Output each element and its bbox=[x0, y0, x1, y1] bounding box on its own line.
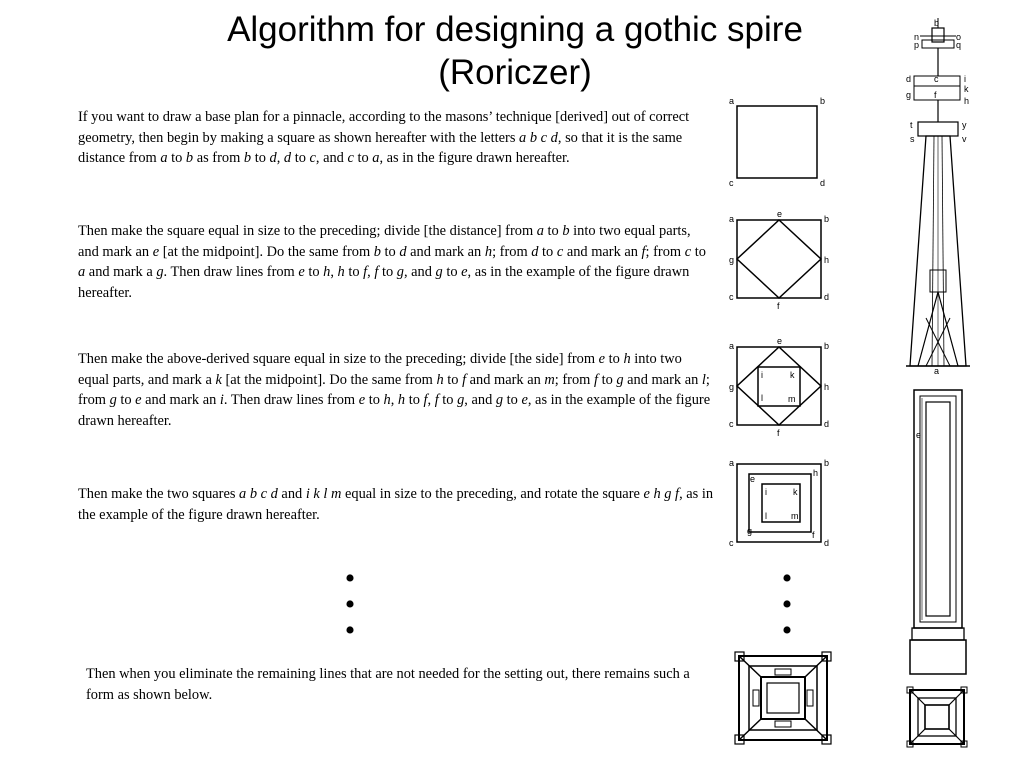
label-e: e bbox=[777, 336, 783, 346]
ellipsis-dots-figure bbox=[777, 562, 797, 647]
text-run: to bbox=[251, 150, 270, 166]
label-h: h bbox=[824, 382, 830, 392]
italic-letter: h bbox=[484, 243, 493, 260]
text-run: , bbox=[427, 392, 435, 408]
italic-letter: d bbox=[283, 150, 292, 166]
spire-elevation-drawing bbox=[896, 18, 980, 758]
italic-letter: a bbox=[372, 150, 380, 166]
italic-letter: i bbox=[219, 392, 224, 408]
italic-letter: g bbox=[109, 392, 117, 408]
label-k: k bbox=[793, 487, 798, 497]
text-run: to bbox=[304, 264, 324, 280]
text-run: to bbox=[443, 371, 463, 388]
label-l: l bbox=[761, 393, 763, 403]
paragraph-step-5 bbox=[86, 664, 716, 705]
label-e: e bbox=[777, 209, 783, 219]
italic-letter: e bbox=[358, 392, 366, 408]
spire-label-i: i bbox=[964, 74, 966, 84]
text-run: [at the midpoint]. Do the same from bbox=[221, 371, 437, 388]
label-l: l bbox=[765, 511, 767, 521]
text-run: , bbox=[330, 264, 338, 280]
italic-letter: g bbox=[616, 371, 624, 388]
dot: • bbox=[344, 562, 356, 595]
spire-label-y: y bbox=[962, 120, 967, 130]
label-m: m bbox=[791, 511, 799, 521]
spire-label-c: c bbox=[934, 74, 939, 84]
italic-letter: e bbox=[521, 392, 528, 408]
diamond-ehfg bbox=[737, 347, 821, 425]
spire-label-f: f bbox=[934, 90, 937, 100]
text-run: as from bbox=[193, 150, 244, 166]
text-run: to bbox=[378, 264, 397, 280]
italic-letter: d bbox=[531, 243, 539, 260]
label-d: d bbox=[824, 419, 830, 429]
paragraph-step-2 bbox=[78, 221, 714, 303]
spire-label-e: e bbox=[916, 430, 922, 440]
italic-letter: c bbox=[309, 150, 316, 166]
text-run: to bbox=[291, 150, 310, 166]
italic-letter: b bbox=[373, 243, 381, 260]
label-b: b bbox=[820, 96, 826, 106]
italic-letter: c bbox=[540, 129, 548, 146]
italic-letter: i k l m bbox=[305, 486, 342, 502]
text-run: to bbox=[605, 351, 624, 367]
italic-letter: f bbox=[423, 392, 428, 408]
paragraph-step-1 bbox=[78, 107, 714, 169]
square-ehgf bbox=[749, 474, 811, 532]
paragraph-step-4 bbox=[78, 484, 714, 525]
label-i: i bbox=[761, 370, 763, 380]
text-run: to bbox=[344, 264, 364, 280]
label-a: a bbox=[729, 96, 735, 106]
text-run: Then make the two squares bbox=[78, 486, 240, 502]
italic-letter: b bbox=[562, 223, 570, 239]
italic-letter: b bbox=[243, 150, 252, 166]
text-run: to bbox=[503, 392, 522, 408]
text-run: to bbox=[442, 264, 462, 280]
text-run: Then make the square equal in size to the preceding; divide [the distance] from bbox=[78, 223, 537, 239]
italic-letter: f bbox=[363, 264, 368, 280]
italic-letter: g bbox=[156, 264, 164, 280]
label-a: a bbox=[729, 341, 735, 351]
text-run: If you want to draw a base plan for a pinnacle, according to the masons’ technique [derived] out of correct geometry, then begin by making a square as shown hereafter with the letters bbox=[78, 109, 690, 146]
text-run: and mark an bbox=[623, 371, 702, 388]
dot: • bbox=[344, 588, 356, 621]
text-run: , bbox=[367, 264, 375, 280]
text-run: , and bbox=[464, 392, 496, 408]
label-m: m bbox=[788, 394, 796, 404]
text-run: to bbox=[438, 392, 458, 408]
label-d: d bbox=[824, 538, 830, 548]
text-run: to bbox=[538, 243, 557, 260]
spire-label-a: a bbox=[934, 366, 940, 376]
text-run: . Then draw lines from bbox=[163, 264, 299, 280]
text-run: . Then draw lines from bbox=[223, 392, 359, 408]
square-abcd bbox=[737, 220, 821, 298]
text-run: , and bbox=[403, 264, 436, 280]
italic-letter: e bbox=[152, 243, 160, 260]
label-a: a bbox=[729, 458, 735, 468]
text-run: Then when you eliminate the remaining lines that are not needed for the setting out, there remains such a form as shown below. bbox=[86, 666, 690, 703]
figure-square-diamond-inner bbox=[725, 335, 835, 440]
italic-letter: h bbox=[383, 392, 391, 408]
text-run: equal in size to the preceding, and rotate the square bbox=[341, 486, 644, 502]
italic-letter: l bbox=[701, 371, 706, 388]
figure-final-plan bbox=[733, 650, 833, 746]
text-run: , and bbox=[315, 150, 348, 166]
label-b: b bbox=[824, 458, 830, 468]
text-run: to bbox=[365, 392, 384, 408]
italic-letter: a bbox=[536, 223, 544, 239]
text-run: into two equal parts, and mark an bbox=[78, 223, 691, 260]
text-run: and mark an bbox=[466, 371, 545, 388]
spire-label-g: g bbox=[906, 90, 912, 100]
spire-label-o: o bbox=[956, 32, 962, 42]
italic-letter: d bbox=[269, 150, 277, 166]
text-run: ; from bbox=[645, 243, 685, 260]
spire-label-p: p bbox=[914, 40, 920, 50]
label-d: d bbox=[820, 178, 826, 188]
spire-label-n: n bbox=[914, 32, 920, 42]
dot: • bbox=[344, 614, 356, 647]
text-run: and mark an bbox=[563, 243, 642, 260]
text-run: , as in the example of the figure drawn hereafter. bbox=[78, 392, 711, 429]
label-f: f bbox=[777, 301, 780, 311]
label-k: k bbox=[790, 370, 795, 380]
spire-label-h: h bbox=[964, 96, 970, 106]
label-f: f bbox=[812, 530, 815, 540]
figure-nested-squares bbox=[725, 452, 835, 552]
dot: • bbox=[781, 614, 793, 647]
figure-square-diamond bbox=[725, 208, 835, 313]
text-run: ; from bbox=[78, 371, 710, 408]
italic-letter: e bbox=[598, 351, 606, 367]
italic-letter: e bbox=[298, 264, 305, 280]
text-run: and mark an bbox=[141, 392, 220, 408]
italic-letter: c bbox=[347, 150, 354, 166]
italic-letter: g bbox=[457, 392, 465, 408]
italic-letter: h bbox=[623, 351, 631, 367]
text-run: Then make the above-derived square equal in size to the preceding; divide [the side] from bbox=[78, 351, 599, 367]
italic-letter: a bbox=[160, 150, 168, 166]
paragraph-step-3 bbox=[78, 349, 714, 431]
label-f: f bbox=[777, 428, 780, 438]
spire-label-k: k bbox=[964, 84, 969, 94]
italic-letter: h bbox=[337, 264, 345, 280]
italic-letter: c bbox=[684, 243, 692, 260]
label-c: c bbox=[729, 538, 734, 548]
text-run: , bbox=[390, 392, 398, 408]
text-run: [at the midpoint]. Do the same from bbox=[159, 243, 374, 260]
label-h: h bbox=[824, 255, 830, 265]
label-g: g bbox=[729, 382, 735, 392]
label-e: e bbox=[750, 474, 756, 484]
text-run: to bbox=[167, 150, 186, 166]
spire-label-t: t bbox=[910, 120, 913, 130]
text-run: and mark a bbox=[85, 264, 157, 280]
italic-letter: h bbox=[323, 264, 331, 280]
label-c: c bbox=[729, 178, 734, 188]
label-b: b bbox=[824, 341, 830, 351]
ellipsis-dots-text bbox=[340, 562, 360, 647]
italic-letter: m bbox=[544, 371, 555, 388]
square-abcd bbox=[737, 106, 817, 178]
label-b: b bbox=[824, 214, 830, 224]
italic-letter: f bbox=[593, 371, 598, 388]
italic-letter: e h g f bbox=[643, 486, 680, 502]
text-run: to bbox=[380, 243, 400, 260]
italic-letter: d bbox=[399, 243, 407, 260]
text-run: , bbox=[276, 150, 284, 166]
spire-label-d: d bbox=[906, 74, 912, 84]
spire-label-b: b bbox=[934, 18, 940, 28]
label-g: g bbox=[729, 255, 735, 265]
italic-letter: h bbox=[397, 392, 406, 408]
text-run: to bbox=[691, 243, 706, 260]
spire-label-v: v bbox=[962, 134, 967, 144]
italic-letter: d bbox=[550, 129, 558, 146]
italic-letter: f bbox=[641, 243, 646, 260]
page-title: Algorithm for designing a gothic spire (Roriczer) bbox=[227, 10, 803, 92]
text-run: , as in the example of the figure drawn hereafter. bbox=[78, 486, 714, 523]
italic-letter: f bbox=[462, 371, 467, 388]
italic-letter: a bbox=[78, 264, 86, 280]
italic-letter: e bbox=[135, 392, 142, 408]
text-run: ; from bbox=[554, 371, 594, 388]
figure-square-abcd bbox=[725, 92, 835, 192]
label-c: c bbox=[729, 292, 734, 302]
label-i: i bbox=[765, 487, 767, 497]
italic-letter: b bbox=[529, 129, 538, 146]
text-run: to bbox=[353, 150, 373, 166]
diamond-ehfg bbox=[737, 220, 821, 298]
italic-letter: b bbox=[185, 150, 194, 166]
italic-letter: a bbox=[519, 129, 527, 146]
text-run: into two equal parts, and mark a bbox=[78, 351, 682, 388]
text-run: , as in the figure drawn hereafter. bbox=[379, 150, 570, 166]
dot: • bbox=[781, 588, 793, 621]
square-abcd bbox=[737, 347, 821, 425]
italic-letter: f bbox=[434, 392, 439, 408]
label-d: d bbox=[824, 292, 830, 302]
text-run: ; from bbox=[492, 243, 532, 260]
italic-letter: h bbox=[436, 371, 444, 388]
italic-letter: k bbox=[215, 371, 222, 388]
italic-letter: g bbox=[495, 392, 504, 408]
text-run: to bbox=[405, 392, 424, 408]
spire-label-q: q bbox=[956, 40, 962, 50]
text-run: to bbox=[116, 392, 136, 408]
text-run: , as in the example of the figure drawn hereafter. bbox=[78, 264, 690, 301]
text-run: and mark an bbox=[406, 243, 485, 260]
label-a: a bbox=[729, 214, 735, 224]
dot: • bbox=[781, 562, 793, 595]
italic-letter: e bbox=[461, 264, 468, 280]
label-c: c bbox=[729, 419, 734, 429]
text-run: to bbox=[597, 371, 617, 388]
text-run: to bbox=[543, 223, 563, 239]
text-run: and bbox=[277, 486, 306, 502]
italic-letter: g bbox=[396, 264, 404, 280]
label-g: g bbox=[747, 526, 753, 536]
italic-letter: a b c d bbox=[239, 486, 278, 502]
italic-letter: f bbox=[374, 264, 379, 280]
spire-label-s: s bbox=[910, 134, 915, 144]
italic-letter: c bbox=[556, 243, 564, 260]
text-run: , so that it is the same distance from bbox=[78, 129, 683, 166]
italic-letter: g bbox=[435, 264, 443, 280]
label-h: h bbox=[813, 468, 819, 478]
